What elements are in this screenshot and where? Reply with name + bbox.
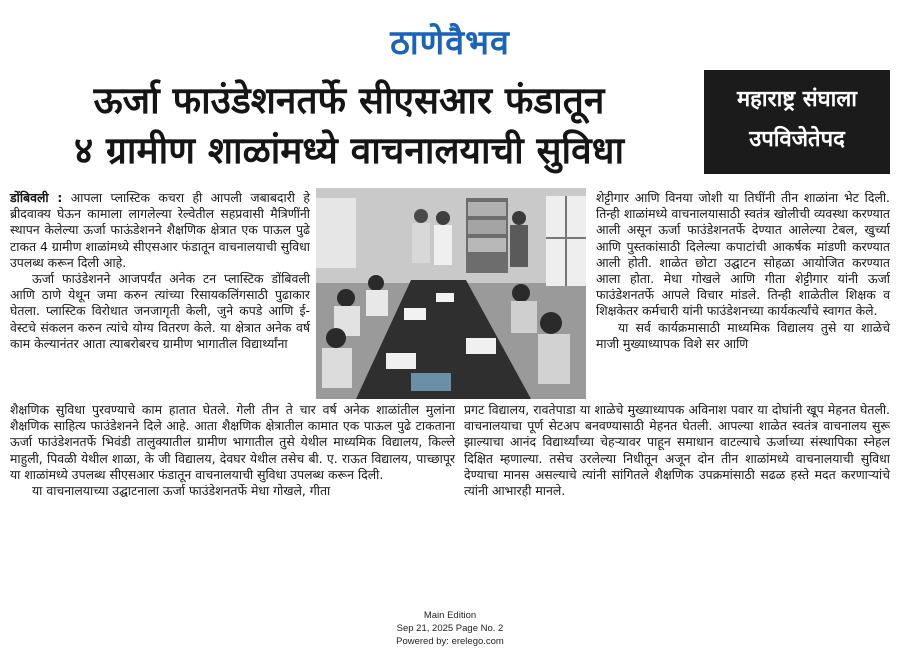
side-story-box — [704, 70, 890, 174]
article-paragraph-1: आपला प्लास्टिक कचरा ही आपली जबाबदारी हे ब्रीदवाक्य घेऊन कामाला लागलेल्या रेल्वेतील सहप्रवासी मैत्रिणींनी स्थापन केलेल्या ऊर्जा फाऊंडेशनने शैक्षणिक क्षेत्रात एक पाऊल पुढे टाकत 4 ग्रामीण शाळांमध्ये सीएसआर फंडातून वाचनालयाची सुविधा उपलब्ध करून दिली आहे. — [10, 190, 310, 270]
edition-label: Main Edition — [423, 610, 477, 621]
article-photo — [316, 188, 586, 399]
article-paragraph-4-continued: प्रगट विद्यालय, रावतेपाडा या शाळेचे मुख्याध्यापक अविनाश पवार या दोघांनी खूप मेहनत घेतली. वाचनालयाचा पूर्ण सेटअप बनवण्यासाठी मेहनत घेतली. आपल्या शाळेत स्वतंत्र वाचनालय सुरू झाल्याचा आनंद विद्यार्थ्यांच्या चेहऱ्यावर पाहून समाधान वाटल्याचे ऊर्जाच्या संस्थापिका स्नेहल दिक्षित म्हणाल्या. तसेच उरलेल्या निधीतून अजून दोन तीन शाळांमध्ये वाचनालयाची सुविधा देण्याचा मानस असल्याचे त्यांनी सांगितले शैक्षणिक उपक्रमांसाठी सढळ हस्ते मदत करणाऱ्यांचे त्यांनी आभारही मानले. — [464, 402, 890, 499]
headline-line-1: ऊर्जा फाउंडेशनतर्फे सीएसआर फंडातून — [93, 79, 605, 122]
article-paragraph-3: या वाचनालयाच्या उद्घाटनाला ऊर्जा फाउंडेशनतर्फे मेधा गोखले, गीता — [32, 483, 331, 499]
article-paragraph-3-continued: शेट्टीगार आणि विनया जोशी या तिघींनी तीन शाळांना भेट दिली. तिन्ही शाळांमध्ये वाचनालयासाठी स्वतंत्र खोलीची व्यवस्था करण्यात आली असून ऊर्जा फाउंडेशनतर्फे देण्यात आलेल्या टेबल, खुर्च्या आणि पुस्तकांसाठी दिलेल्या कपाटांची आकर्षक मांडणी करण्यात आली होती. शाळेत छोटा उद्घाटन सोहळा आयोजित करण्यात आला होता. मेधा गोखले आणि गीता शेट्टीगार यांनी ऊर्जा फाउंडेशनतर्फे आपले विचार मांडले. तिन्ही शाळेतील शिक्षक व शिक्षकेतर कर्मचारी यांनी फाउंडेशनच्या कार्यकर्त्यांचे स्वागत केले. — [596, 190, 890, 319]
article-paragraph-2: ऊर्जा फाउंडेशनने आजपर्यंत अनेक टन प्लास्टिक डोंबिवली आणि ठाणे येथून जमा करुन त्यांच्या रिसायकलिंगसाठी पुढाकार घेतला. प्लास्टिक विरोधात जनजागृती केली, जुने कपडे आणि ई-वेस्टचे संकलन करुन त्यांचे योग्य वितरण केले. या क्षेत्रात अनेक वर्ष काम केल्यानंतर आता त्याबरोबरच ग्रामीण भागातील विद्यार्थ्यांना — [10, 271, 310, 351]
page-footer — [0, 609, 900, 648]
powered-by-label: Powered by: erelego.com — [396, 636, 504, 647]
side-story-line-2: उपविजेतेपद — [749, 127, 845, 152]
classroom-photo-image — [316, 188, 586, 399]
article-paragraph-2-continued: शैक्षणिक सुविधा पुरवण्याचे काम हातात घेतले. गेली तीन ते चार वर्ष अनेक शाळांतील मुलांना शैक्षणिक साहित्य फाउंडेशनने दिले आहे. आता शैक्षणिक क्षेत्रातील कामात एक पाऊल पुढे टाकताना ऊर्जा फाउंडेशनतर्फे भिवंडी तालुक्यातील ग्रामीण भागातील तुसे येथील माध्यमिक विद्यालय, किल्ले माहुली, पिवळी येथील शाळा, के जी विद्यालय, देवघर येथील तसेच बी. ए. राऊत विद्यालय, पाच्छापूर या शाळांमध्ये उपलब्ध सीएसआर फंडातून वाचनालयाची सुविधा उपलब्ध करून दिली. — [10, 402, 455, 482]
article-column-1-continued — [10, 402, 455, 499]
dateline: डोंबिवली : — [10, 190, 63, 205]
side-story-line-1: महाराष्ट्र संघाला — [737, 87, 857, 112]
article-column-1 — [10, 190, 310, 352]
article-column-2-continued — [464, 402, 890, 499]
headline-line-2: ४ ग्रामीण शाळांमध्ये वाचनालयाची सुविधा — [73, 129, 625, 172]
article-column-2 — [596, 190, 890, 352]
headline — [16, 76, 682, 176]
date-page-label: Sep 21, 2025 Page No. 2 — [396, 623, 504, 634]
newspaper-masthead: ठाणेवैभव — [390, 23, 510, 63]
article-paragraph-4: या सर्व कार्यक्रमासाठी माध्यमिक विद्यालय तुसे या शाळेचे माजी मुख्याध्यापक विशे सर आणि — [596, 319, 890, 351]
